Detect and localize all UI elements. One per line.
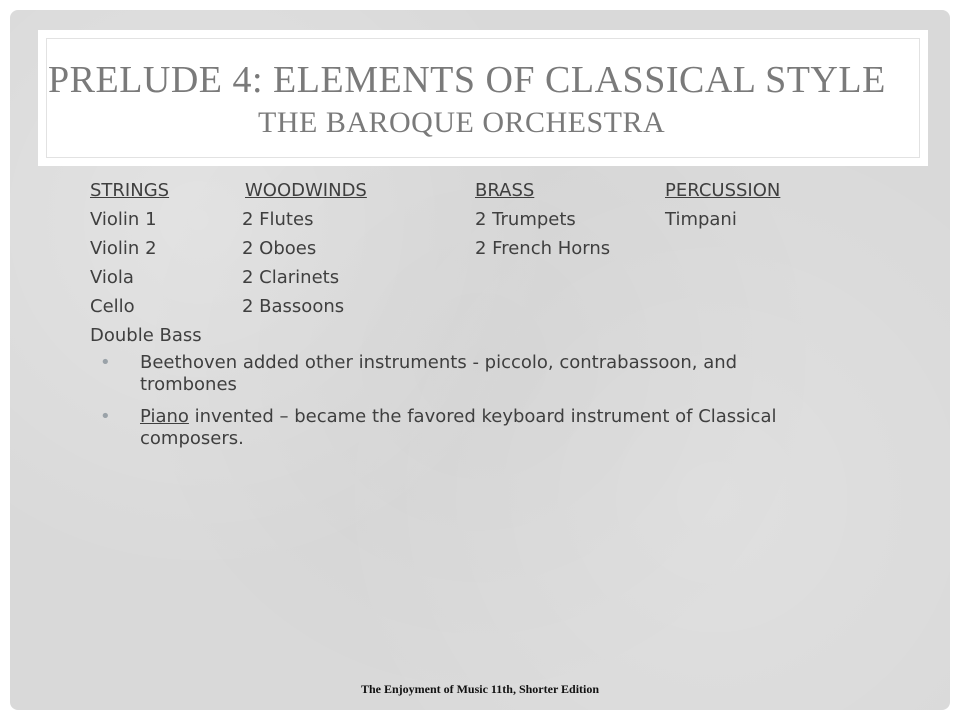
strings-item: Violin 1: [90, 209, 157, 230]
header-percussion: PERCUSSION: [665, 180, 781, 201]
strings-item: Violin 2: [90, 238, 157, 259]
bullet-text: Beethoven added other instruments - piccolo, contrabassoon, and trombones: [140, 352, 738, 395]
bullet-icon: •: [100, 406, 111, 427]
page-subtitle: THE BAROQUE ORCHESTRA: [258, 106, 666, 139]
page-title: PRELUDE 4: ELEMENTS OF CLASSICAL STYLE: [48, 59, 886, 101]
bullet-text-rest: invented – became the favored keyboard instrument of Classical composers.: [140, 406, 777, 449]
strings-item: Cello: [90, 296, 135, 317]
bullet-text: [140, 406, 820, 450]
bullet-item: [100, 352, 820, 400]
slide: [10, 10, 950, 710]
bullet-item: [100, 406, 820, 454]
strings-item: Double Bass: [90, 325, 202, 346]
woodwinds-item: 2 Flutes: [242, 209, 314, 230]
header-woodwinds: WOODWINDS: [245, 180, 367, 201]
strings-item: Viola: [90, 267, 134, 288]
brass-item: 2 French Horns: [475, 238, 611, 259]
footer-credit: The Enjoyment of Music 11th, Shorter Edition: [360, 682, 600, 696]
woodwinds-item: 2 Clarinets: [242, 267, 340, 288]
brass-item: 2 Trumpets: [475, 209, 576, 230]
bullet-icon: •: [100, 352, 111, 373]
percussion-item: Timpani: [665, 209, 737, 230]
woodwinds-item: 2 Bassoons: [242, 296, 345, 317]
woodwinds-item: 2 Oboes: [242, 238, 317, 259]
piano-term: Piano: [140, 406, 189, 427]
slide-content: [10, 10, 950, 710]
header-strings: STRINGS: [90, 180, 170, 201]
header-brass: BRASS: [475, 180, 535, 201]
